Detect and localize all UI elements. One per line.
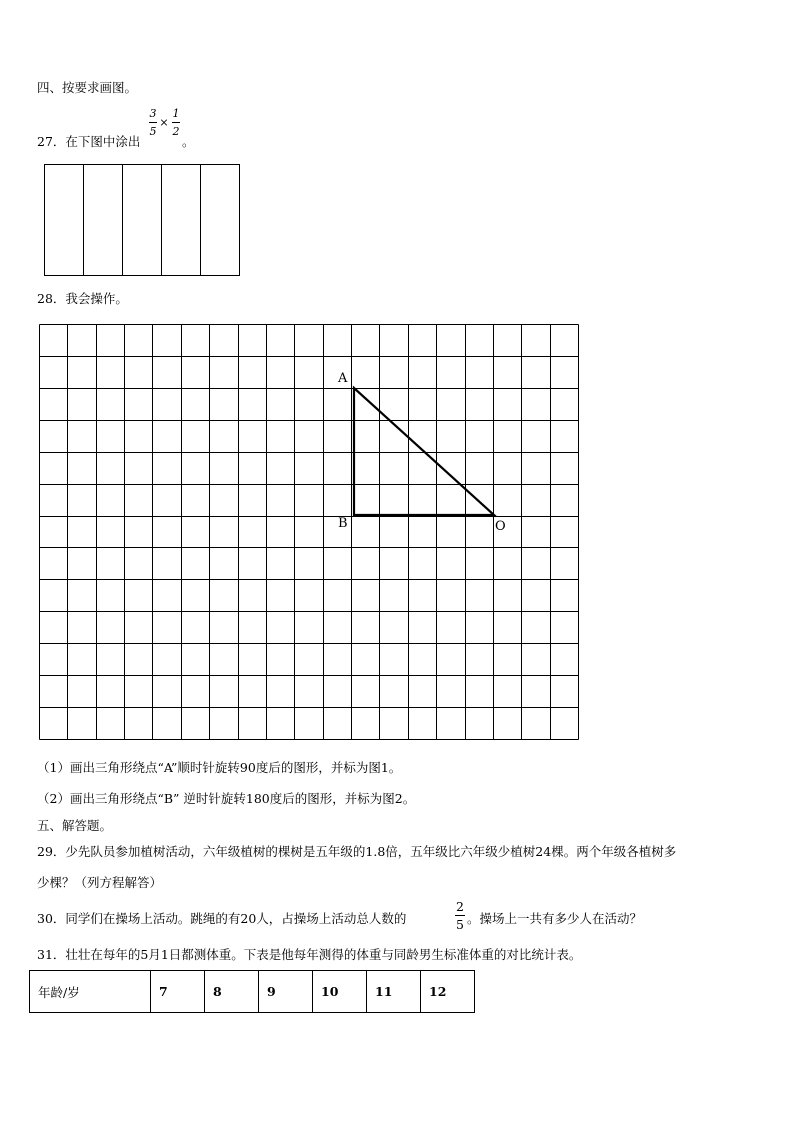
fraction-1-bar [149, 122, 157, 123]
triangle-abo [354, 388, 494, 515]
question-27-period: 。 [182, 134, 195, 149]
times-sign: × [159, 116, 169, 129]
question-30-rest: 。操场上一共有多少人在活动？ [467, 911, 643, 926]
question-27-text [37, 134, 140, 150]
age-cell: 8 [205, 971, 259, 1013]
age-cell: 9 [259, 971, 313, 1013]
question-28-task-1: （1）画出三角形绕点“A”顺时针旋转90度后的图形，并标为图1。 [37, 760, 402, 775]
question-30-prompt: 30．同学们在操场上活动。跳绳的有20人，占操场上活动总人数的 [37, 911, 407, 926]
fraction-2-numerator: 1 [172, 107, 180, 120]
fraction-bar [455, 915, 465, 916]
question-29-line-1: 29．少先队员参加植树活动，六年级植树的棵树是五年级的1.8倍，五年级比六年级少植树24棵。两个年级各植树多 [37, 844, 677, 859]
table-row [30, 971, 475, 1013]
age-header-cell: 年龄/岁 [30, 971, 151, 1013]
age-cell: 10 [313, 971, 367, 1013]
section-5-title: 五、解答题。 [37, 818, 113, 833]
section-4-title: 四、按要求画图。 [37, 80, 138, 95]
age-cell: 12 [421, 971, 475, 1013]
age-cell: 7 [151, 971, 205, 1013]
point-o-label: O [495, 519, 506, 534]
fraction-denominator: 5 [456, 917, 464, 932]
question-31-text: 31．壮壮在每年的5月1日都测体重。下表是他每年测得的体重与同龄男生标准体重的对比统计表。 [37, 947, 582, 962]
question-30-fraction [454, 899, 466, 932]
question-29-line-2: 少棵？（列方程解答） [37, 875, 163, 890]
question-28-title: 28．我会操作。 [37, 291, 128, 306]
weight-table [29, 970, 475, 1013]
question-28-task-2: （2）画出三角形绕点“B” 逆时针旋转180度后的图形，并标为图2。 [37, 791, 416, 806]
point-b-label: B [338, 516, 348, 531]
point-a-label: A [338, 371, 348, 386]
fraction-2-bar [172, 122, 180, 123]
question-27-rectangle [44, 164, 241, 277]
fraction-2-denominator: 2 [172, 125, 180, 138]
fraction-numerator: 2 [456, 899, 464, 914]
question-27-prompt: 27．在下图中涂出 [37, 134, 141, 149]
age-cell: 11 [367, 971, 421, 1013]
question-30-text [37, 911, 406, 927]
fraction-1-denominator: 5 [149, 125, 157, 138]
fraction-1-numerator: 3 [149, 107, 157, 120]
